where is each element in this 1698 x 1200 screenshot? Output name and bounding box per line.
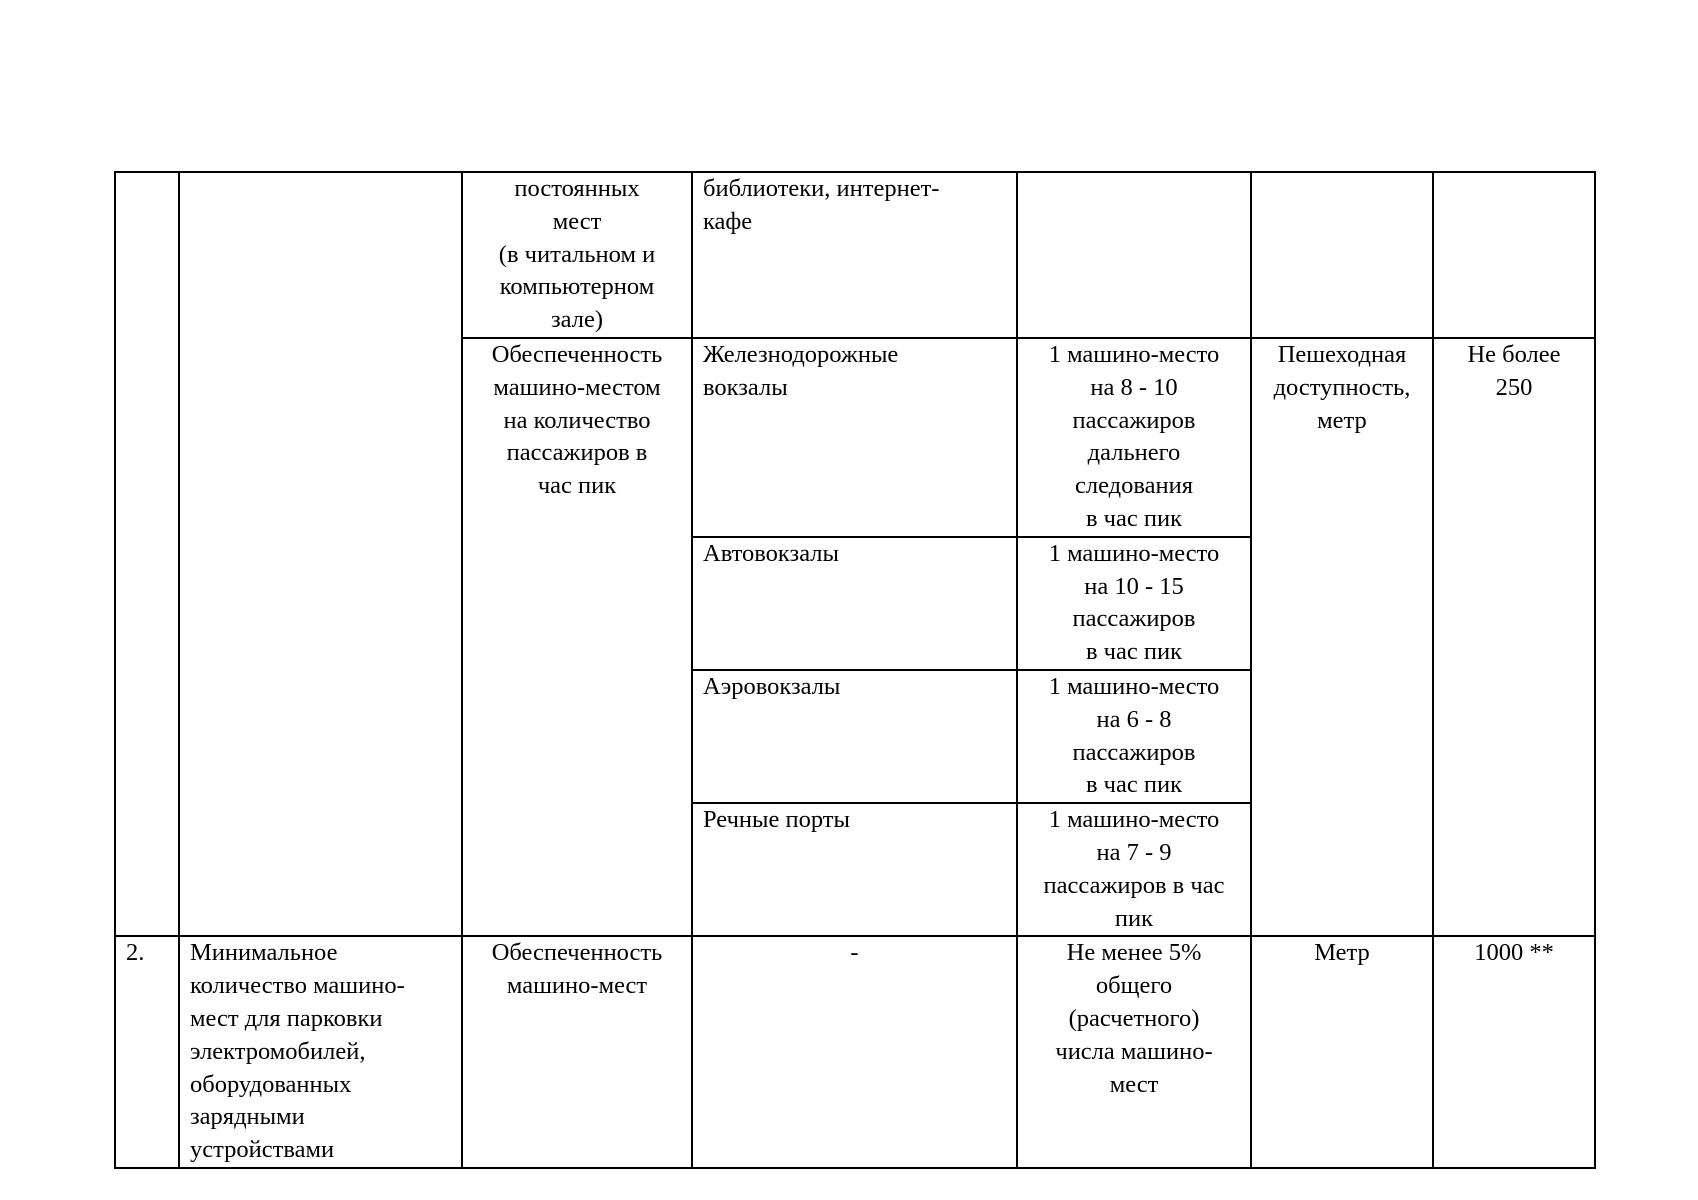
object-cell: Речные порты [692,803,1017,936]
number-cell: 2. [115,936,179,1168]
value-cell: 1 машино-место на 7 - 9 пассажиров в час пик [1017,803,1251,936]
value-cell: Не менее 5% общего (расчетного) числа машино- мест [1017,936,1251,1168]
value-cell-empty [1017,172,1251,338]
unit-cell: Пешеходная доступность, метр [1251,338,1433,936]
object-cell: Аэровокзалы [692,670,1017,803]
indicator-cell: Обеспеченность машино-местом на количество пассажиров в час пик [462,338,692,936]
table-row [115,172,1595,338]
object-cell: - [692,936,1017,1168]
value-cell: 1 машино-место на 6 - 8 пассажиров в час пик [1017,670,1251,803]
object-cell: библиотеки, интернет- кафе [692,172,1017,338]
number-cell-empty [115,172,179,936]
value-cell: 1 машино-место на 10 - 15 пассажиров в час пик [1017,537,1251,670]
value-cell: 1 машино-место на 8 - 10 пассажиров дальнего следования в час пик [1017,338,1251,537]
standards-table [114,171,1596,1169]
unit-cell-empty [1251,172,1433,338]
indicator-cell: постоянных мест (в читальном и компьютерном зале) [462,172,692,338]
object-cell: Железнодорожные вокзалы [692,338,1017,537]
limit-cell: 1000 ** [1433,936,1595,1168]
table-row [115,936,1595,1168]
name-cell: Минимальное количество машино- мест для парковки электромобилей, оборудованных зарядными устройствами [179,936,462,1168]
unit-cell: Метр [1251,936,1433,1168]
limit-cell: Не более 250 [1433,338,1595,936]
object-cell: Автовокзалы [692,537,1017,670]
limit-cell-empty [1433,172,1595,338]
name-cell-empty [179,172,462,936]
indicator-cell: Обеспеченность машино-мест [462,936,692,1168]
